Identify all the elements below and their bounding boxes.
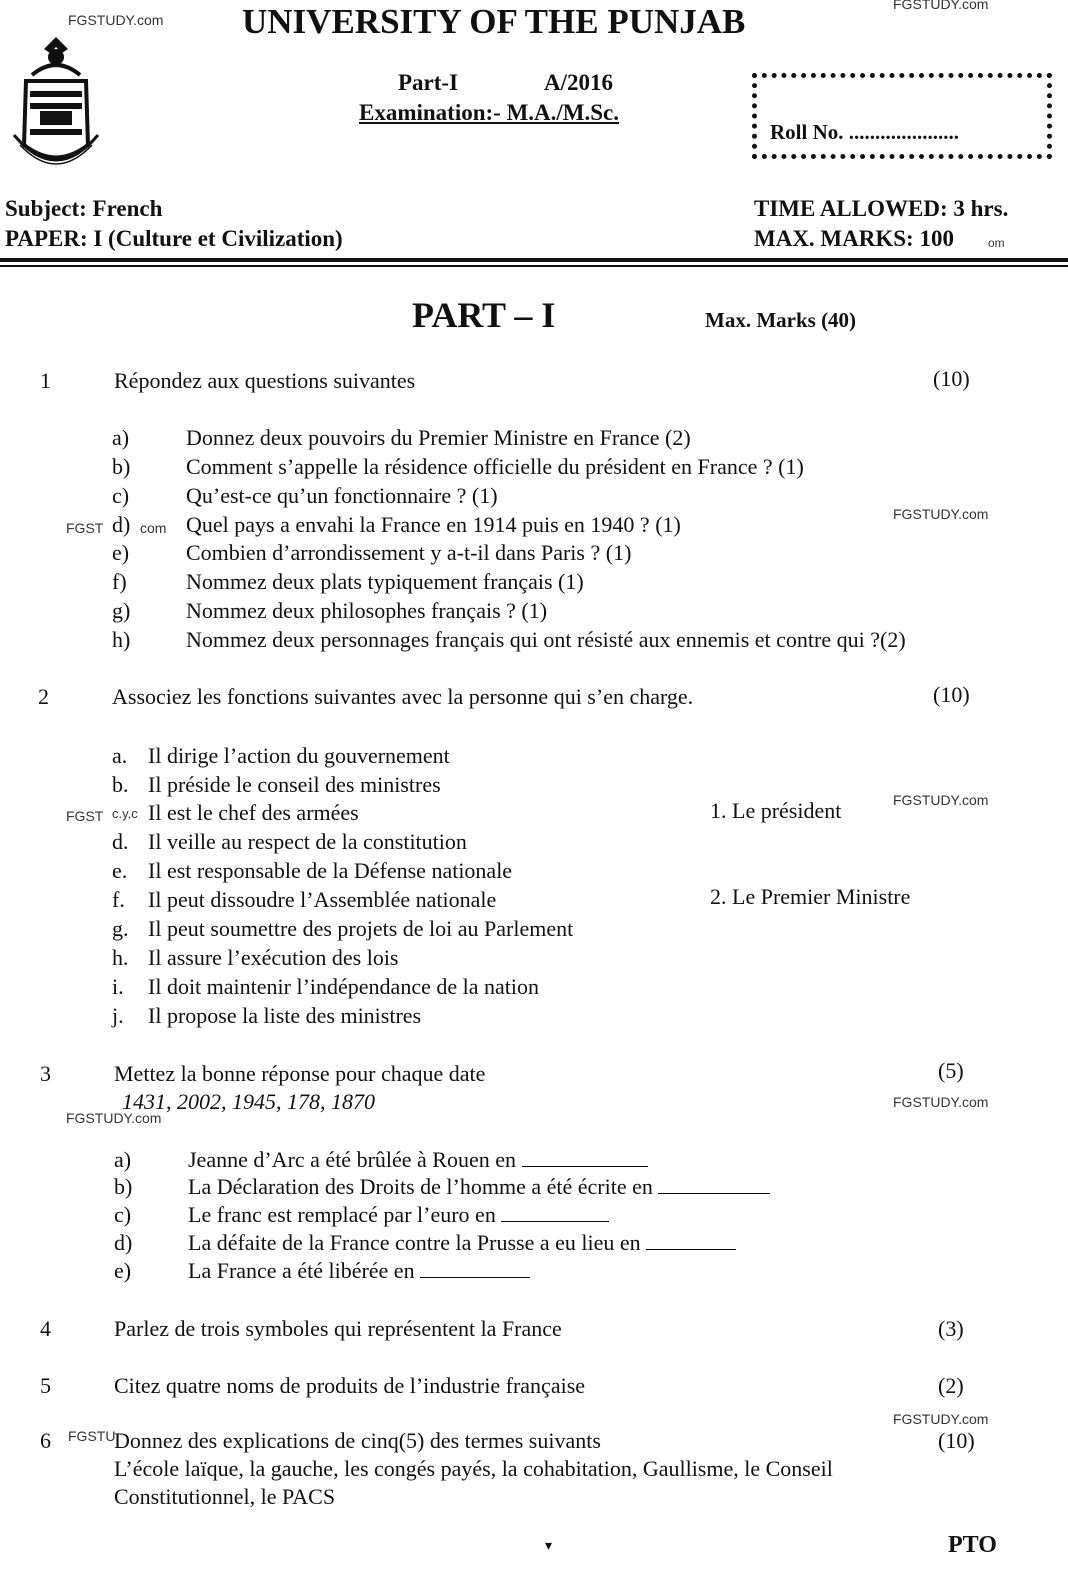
university-title: UNIVERSITY OF THE PUNJAB xyxy=(242,2,746,41)
q2-option: 2. Le Premier Ministre xyxy=(710,884,911,909)
q2-item-text: Il propose la liste des ministres xyxy=(148,1003,422,1028)
answer-blank[interactable] xyxy=(501,1203,609,1222)
q6-terms-line1: L’école laïque, la gauche, les congés payés, la cohabitation, Gaullisme, le Conseil xyxy=(114,1456,833,1481)
watermark-q1d-mid: com xyxy=(140,520,167,536)
q1-item-label: f) xyxy=(112,569,127,594)
q5-marks: (2) xyxy=(938,1373,964,1398)
max-marks: MAX. MARKS: 100 xyxy=(754,226,954,251)
part-label: Part-I xyxy=(398,70,459,95)
q1-item-label: a) xyxy=(112,425,130,450)
q1-item-label: c) xyxy=(112,483,130,508)
roll-number-box xyxy=(752,73,1052,159)
q2-item-label: i. xyxy=(112,974,124,999)
q2-item-text: Il peut soumettre des projets de loi au Parlement xyxy=(148,916,574,941)
q3-item-text: Le franc est remplacé par l’euro en xyxy=(188,1202,496,1227)
q2-item-label: b. xyxy=(112,772,129,797)
q3-marks: (5) xyxy=(938,1058,964,1083)
q1-item-text: Nommez deux philosophes français ? (1) xyxy=(186,598,548,623)
q2-item-label: g. xyxy=(112,916,129,941)
watermark-q6-left: FGSTU xyxy=(68,1428,116,1444)
watermark-q2c-left: FGST xyxy=(66,808,104,824)
answer-blank[interactable] xyxy=(646,1231,736,1250)
q1-number: 1 xyxy=(40,368,51,393)
q4-marks: (3) xyxy=(938,1316,964,1341)
q2-option: 1. Le président xyxy=(710,798,842,823)
roll-number-label: Roll No. ..................... xyxy=(770,120,959,144)
q1-item-label: g) xyxy=(112,598,131,623)
q1-text: Répondez aux questions suivantes xyxy=(114,368,416,393)
q2-item-text: Il est le chef des armées xyxy=(148,800,359,825)
watermark-marks-suffix: om xyxy=(988,236,1005,250)
q3-item-text: La France a été libérée en xyxy=(188,1258,415,1283)
q1-item-text: Quel pays a envahi la France en 1914 puis en 1940 ? (1) xyxy=(186,512,681,537)
header-divider xyxy=(0,258,1068,262)
q1-item-label: h) xyxy=(112,627,131,652)
watermark-q3-left: FGSTUDY.com xyxy=(66,1110,162,1126)
q1-item-label: e) xyxy=(112,540,130,565)
q2-item-label: f. xyxy=(112,887,125,912)
q2-number: 2 xyxy=(38,684,49,709)
answer-blank[interactable] xyxy=(420,1259,530,1278)
q3-item-label: a) xyxy=(114,1147,132,1172)
paper-label: PAPER: I (Culture et Civilization) xyxy=(5,226,343,251)
q4-text: Parlez de trois symboles qui représentent la France xyxy=(114,1316,562,1341)
q1-item-text: Donnez deux pouvoirs du Premier Ministre en France (2) xyxy=(186,425,691,450)
q3-item-label: d) xyxy=(114,1230,133,1255)
answer-blank[interactable] xyxy=(658,1175,770,1194)
answer-blank[interactable] xyxy=(522,1148,648,1167)
q3-text: Mettez la bonne réponse pour chaque date xyxy=(114,1061,486,1086)
q3-item-row xyxy=(188,1174,770,1200)
q2-item-label: d. xyxy=(112,829,129,854)
q2-item-text: Il préside le conseil des ministres xyxy=(148,772,441,797)
watermark-q1d-left: FGST xyxy=(66,520,104,536)
q2-item-text: Il doit maintenir l’indépendance de la nation xyxy=(148,974,539,999)
q6-terms-line2: Constitutionnel, le PACS xyxy=(114,1484,336,1509)
q5-number: 5 xyxy=(40,1373,51,1398)
q2-item-label: e. xyxy=(112,858,128,883)
watermark-q2c-mid: c.y.c xyxy=(112,806,138,821)
q1-item-label: b) xyxy=(112,454,131,479)
pto-label: PTO xyxy=(948,1532,997,1558)
q3-item-row xyxy=(188,1258,530,1284)
q2-text: Associez les fonctions suivantes avec la personne qui s’en charge. xyxy=(112,684,694,709)
part-max-marks: Max. Marks (40) xyxy=(705,308,857,332)
q2-item-text: Il peut dissoudre l’Assemblée nationale xyxy=(148,887,497,912)
q4-number: 4 xyxy=(40,1316,51,1341)
watermark-q3-right: FGSTUDY.com xyxy=(893,1094,989,1110)
q6-text: Donnez des explications de cinq(5) des termes suivants xyxy=(114,1428,601,1453)
q2-item-text: Il dirige l’action du gouvernement xyxy=(148,743,450,768)
university-logo xyxy=(10,35,102,175)
watermark-q1-right: FGSTUDY.com xyxy=(893,506,989,522)
q3-item-text: La Déclaration des Droits de l’homme a été écrite en xyxy=(188,1174,653,1199)
q3-item-label: e) xyxy=(114,1258,132,1283)
q2-item-text: Il est responsable de la Défense nationale xyxy=(148,858,513,883)
q2-item-label: a. xyxy=(112,743,128,768)
q3-item-row xyxy=(188,1230,736,1256)
q6-marks: (10) xyxy=(938,1428,975,1453)
examination-label: Examination:- M.A./M.Sc. xyxy=(359,100,620,125)
q1-item-text: Nommez deux plats typiquement français (1) xyxy=(186,569,584,594)
watermark-q2-right: FGSTUDY.com xyxy=(893,792,989,808)
q3-number: 3 xyxy=(40,1061,51,1086)
q3-item-row xyxy=(188,1147,648,1173)
time-allowed: TIME ALLOWED: 3 hrs. xyxy=(754,196,1009,221)
q1-item-text: Combien d’arrondissement y a-t-il dans Paris ? (1) xyxy=(186,540,632,565)
q1-item-label: d) xyxy=(112,512,131,537)
q5-text: Citez quatre noms de produits de l’industrie française xyxy=(114,1373,586,1398)
q6-number: 6 xyxy=(40,1428,51,1453)
watermark-q6-right: FGSTUDY.com xyxy=(893,1411,989,1427)
q2-item-label: j. xyxy=(112,1003,124,1028)
q3-item-text: Jeanne d’Arc a été brûlée à Rouen en xyxy=(188,1147,517,1172)
q2-item-text: Il assure l’exécution des lois xyxy=(148,945,399,970)
q3-dates: 1431, 2002, 1945, 178, 1870 xyxy=(122,1089,375,1114)
q2-item-text: Il veille au respect de la constitution xyxy=(148,829,467,854)
q1-item-text: Comment s’appelle la résidence officielle du président en France ? (1) xyxy=(186,454,804,479)
q1-item-text: Qu’est-ce qu’un fonctionnaire ? (1) xyxy=(186,483,498,508)
q1-marks: (10) xyxy=(933,366,970,391)
q1-item-text: Nommez deux personnages français qui ont résisté aux ennemis et contre qui ?(2) xyxy=(186,627,906,652)
part-title: PART – I xyxy=(412,295,556,335)
q3-item-label: b) xyxy=(114,1174,133,1199)
q2-item-label: h. xyxy=(112,945,129,970)
footer-mark: ▾ xyxy=(545,1539,553,1554)
q3-item-text: La défaite de la France contre la Prusse a eu lieu en xyxy=(188,1230,641,1255)
watermark-top-right: FGSTUDY.com xyxy=(893,0,989,12)
q3-item-label: c) xyxy=(114,1202,132,1227)
q2-marks: (10) xyxy=(933,682,970,707)
q3-item-row xyxy=(188,1202,609,1228)
watermark-top-left: FGSTUDY.com xyxy=(68,12,164,28)
session-label: A/2016 xyxy=(544,70,613,95)
header-divider-thin xyxy=(0,265,1068,267)
subject-label: Subject: French xyxy=(5,196,163,221)
